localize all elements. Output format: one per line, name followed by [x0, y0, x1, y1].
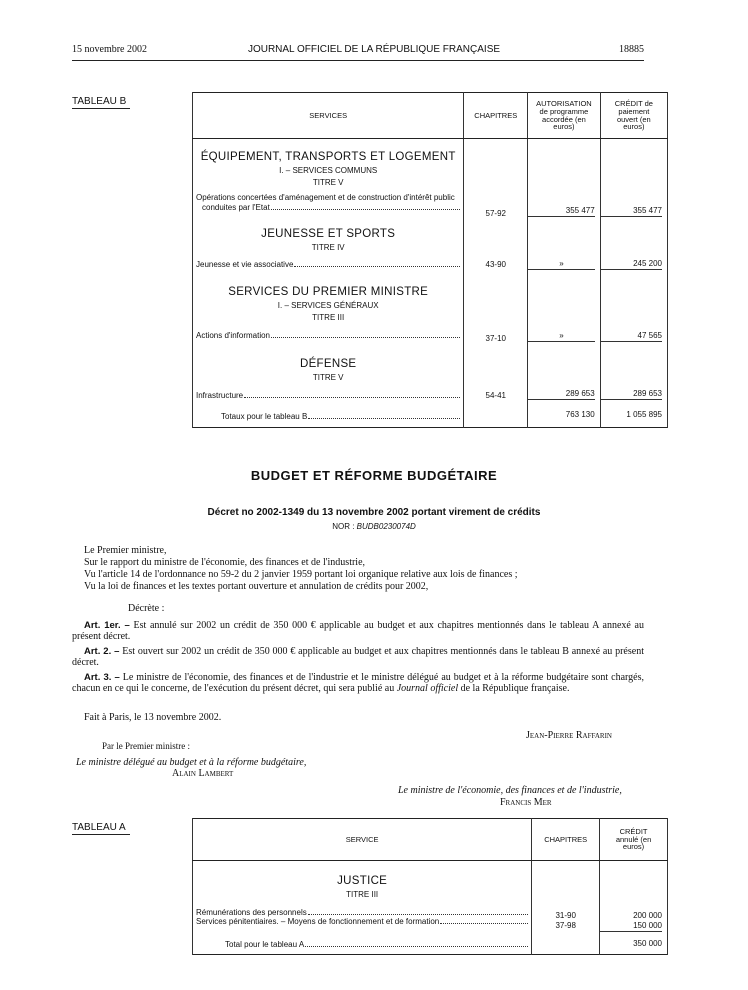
intro-line: Vu l'article 14 de l'ordonnance no 59-2 du 2 janvier 1959 portant loi organique relative aux lois de finances ; [84, 569, 518, 580]
line-label: Infrastructure [196, 390, 244, 400]
row-label: Rémunérations des personnels [196, 908, 307, 917]
page-number: 18885 [619, 44, 644, 55]
total-credit: 1 055 895 [626, 409, 662, 419]
line-label: Jeunesse et vie associative [196, 260, 294, 270]
minister-budget-name: Alain Lambert [172, 768, 234, 779]
article-1-text: Est annulé sur 2002 un crédit de 350 000 € applicable au budget et aux chapitres mentionnés dans le tableau A annexé au présent décret. [72, 620, 644, 642]
signature-pm: Jean-Pierre Raffarin [526, 730, 612, 741]
section-title: SERVICES DU PREMIER MINISTRE [228, 285, 429, 298]
autorisation-value: » [528, 258, 595, 270]
table-row [193, 139, 668, 221]
table-row [193, 861, 668, 935]
credit-value: 245 200 [601, 258, 662, 270]
tableau-b-label: TABLEAU B [72, 96, 130, 109]
section-title: JEUNESSE ET SPORTS [261, 228, 396, 241]
section-subtitle: I. – SERVICES GÉNÉRAUX [277, 300, 379, 310]
header-date: 15 novembre 2002 [72, 44, 147, 55]
chapitre: 54-41 [485, 390, 506, 400]
nor-line [0, 522, 748, 531]
col-chapitres: CHAPITRES [532, 819, 600, 861]
chapitre: 37-10 [485, 333, 506, 343]
tableau-a-label: TABLEAU A [72, 822, 130, 835]
col-chapitres: CHAPITRES [464, 93, 528, 139]
nor-label: NOR : [332, 522, 355, 531]
intro-line: Le Premier ministre, [84, 545, 167, 556]
article-2-text: Est ouvert sur 2002 un crédit de 350 000 € applicable au budget et aux chapitres mentionnés dans le tableau B annexé au présent décret. [72, 646, 644, 668]
total-row [193, 935, 668, 955]
decrete: Décrète : [128, 603, 165, 614]
autorisation-value: » [528, 330, 595, 342]
col-service: SERVICE [193, 819, 532, 861]
col-credit: CRÉDIT de paiement ouvert (en euros) [600, 93, 667, 139]
article-2-label: Art. 2. – [84, 646, 120, 657]
total-credit: 350 000 [633, 938, 662, 948]
row-label: Services pénitentiaires. – Moyens de fonctionnement et de formation [196, 917, 440, 926]
nor-value: BUDB0230074D [356, 522, 416, 531]
table-row [193, 220, 668, 277]
table-row [193, 350, 668, 407]
line-label: Opérations concertées d'aménagement et de construction d'intérêt public [196, 193, 455, 202]
article-3-text-end: de la République française. [460, 683, 570, 694]
minister-eco-name: Francis Mer [500, 797, 552, 808]
chapitre: 57-92 [485, 209, 506, 218]
section-titre: TITRE III [312, 312, 345, 322]
col-credit-annule: CRÉDIT annulé (en euros) [600, 819, 668, 861]
chapitre: 37-98 [555, 921, 576, 930]
article-2 [72, 646, 644, 668]
section-titre: TITRE V [312, 372, 344, 382]
chapitre: 43-90 [485, 260, 506, 270]
credit-value: 289 653 [601, 388, 662, 400]
section-title: JUSTICE [337, 875, 388, 887]
section-titre: TITRE IV [311, 243, 345, 253]
section-titre: TITRE V [312, 178, 344, 187]
article-3-label: Art. 3. – [84, 672, 120, 683]
credit-value: 200 000 [633, 911, 662, 920]
section-title: ÉQUIPEMENT, TRANSPORTS ET LOGEMENT [200, 151, 456, 163]
total-row [193, 407, 668, 428]
table-row [193, 278, 668, 350]
intro-line: Sur le rapport du ministre de l'économie, des finances et de l'industrie, [84, 557, 366, 568]
credit-value: 47 565 [601, 330, 662, 342]
minister-eco-title: Le ministre de l'économie, des finances et de l'industrie, [398, 785, 622, 796]
credit-value: 355 477 [601, 205, 662, 217]
section-title: DÉFENSE [299, 357, 357, 370]
par-premier-ministre: Par le Premier ministre : [102, 741, 190, 751]
article-3-text: Le ministre de l'économie, des finances et de l'industrie et le ministre délégué au budget et à la réforme budgétaire sont chargés, chacun en ce qui le concerne, de l'exécution du présent décret, qui sera publié au [72, 672, 644, 694]
line-label: Actions d'information [196, 330, 271, 340]
total-autorisation: 763 130 [565, 409, 595, 419]
autorisation-value: 289 653 [528, 388, 595, 400]
intro-line: Vu la loi de finances et les textes portant ouverture et annulation de crédits pour 2002, [84, 581, 429, 592]
total-label: Total pour le tableau A [225, 939, 305, 949]
minister-budget-title: Le ministre délégué au budget et à la réforme budgétaire, [76, 757, 307, 768]
section-heading: BUDGET ET RÉFORME BUDGÉTAIRE [250, 468, 498, 483]
col-autorisation: AUTORISATION de programme accordée (en euros) [528, 93, 601, 139]
article-1 [72, 620, 644, 642]
section-subtitle: I. – SERVICES COMMUNS [279, 166, 378, 175]
tableau-a [192, 818, 668, 955]
line-label: conduites par l'Etat [202, 203, 270, 212]
journal-title: JOURNAL OFFICIEL DE LA RÉPUBLIQUE FRANÇAISE [247, 44, 501, 55]
total-label: Totaux pour le tableau B [221, 411, 308, 421]
chapitre: 31-90 [555, 911, 576, 920]
article-1-label: Art. 1er. – [84, 620, 130, 631]
tableau-b [192, 92, 668, 428]
header-rule [72, 60, 644, 61]
article-3 [72, 672, 644, 694]
section-titre: TITRE III [346, 890, 379, 899]
credit-value: 150 000 [600, 921, 662, 932]
col-services: SERVICES [193, 93, 464, 139]
journal-officiel-italic: Journal officiel [396, 683, 459, 694]
decree-title: Décret no 2002-1349 du 13 novembre 2002 portant virement de crédits [207, 507, 541, 518]
autorisation-value: 355 477 [528, 205, 595, 217]
fait-a-paris: Fait à Paris, le 13 novembre 2002. [84, 712, 222, 723]
